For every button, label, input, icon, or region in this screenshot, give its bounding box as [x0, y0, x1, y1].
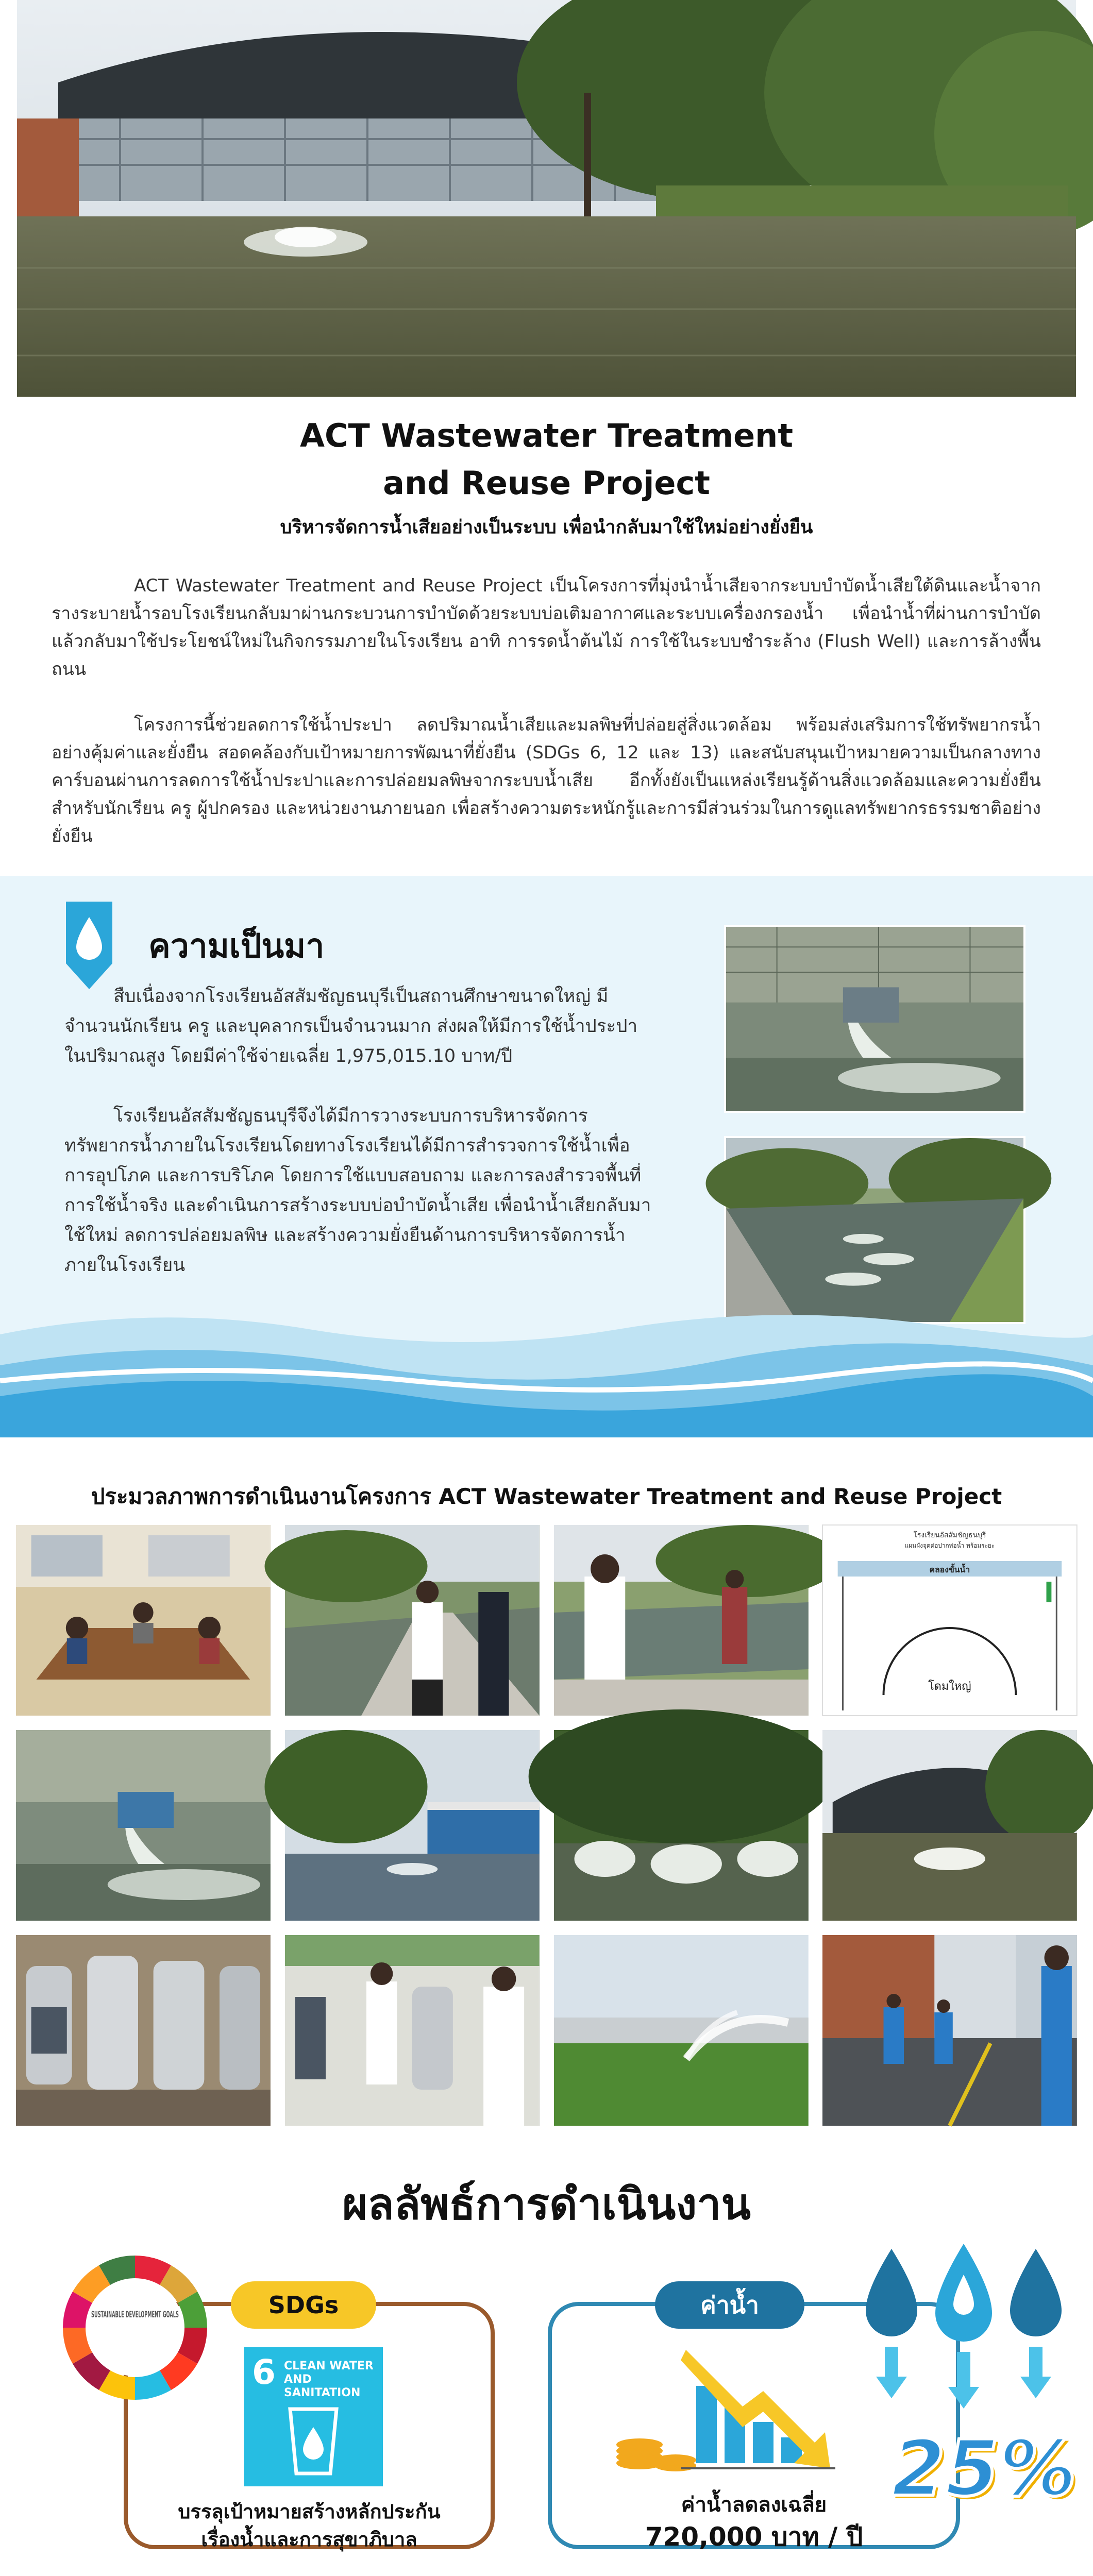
gallery-photo-outflow-pipe: [16, 1730, 271, 1921]
water-cost-caption-line-2: 720,000 บาท / ปี: [645, 2522, 863, 2552]
water-drop-icon: [66, 902, 112, 989]
gallery-photo-road-washing: [822, 1935, 1077, 2126]
sdg-wheel-text: SUSTAINABLE DEVELOPMENT GOALS: [91, 2310, 179, 2320]
hero-photo: [17, 0, 1076, 397]
intro-text: [52, 572, 1041, 878]
aeration-pond-photo: [724, 1136, 1025, 1324]
results-title: ผลลัพธ์การดำเนินงาน: [342, 2179, 751, 2229]
gallery-photo-dome-pond: [822, 1730, 1077, 1921]
sdgs-caption-line-1: บรรลุเป้าหมายสร้างหลักประกัน: [178, 2500, 441, 2523]
sdg-wheel-logo: [58, 2250, 212, 2405]
water-cost-caption-line-1: ค่าน้ำลดลงเฉลี่ย: [681, 2493, 827, 2517]
intro-paragraph-1: ACT Wastewater Treatment and Reuse Project เป็นโครงการที่มุ่งนำน้ำเสียจากระบบบำบัดน้ำเสียใต้ดินและน้ำจากรางระบายน้ำรอบโรงเรียนกลับมาผ่านกระบวนการบำบัดด้วยระบบบ่อเติมอากาศและระบบเครื่องกรองน้ำ เพื่อนำน้ำที่ผ่านการบำบัดแล้วกลับมาใช้ประโยชน์ใหม่ในกิจกรรมภายในโรงเรียน อาทิ การรดน้ำต้นไม้ การใช้ในระบบชำระล้าง (Flush Well) และการล้างพื้นถนน: [52, 575, 1041, 680]
gallery-photo-filter-room-visit: [285, 1935, 540, 2126]
background-text: [64, 981, 652, 1310]
gallery-photo-site-diagram: [822, 1525, 1077, 1716]
sdg6-text: CLEAN WATER AND SANITATION: [284, 2360, 374, 2399]
background-paragraph-1: สืบเนื่องจากโรงเรียนอัสสัมชัญธนบุรีเป็นสถานศึกษาขนาดใหญ่ มีจำนวนนักเรียน ครู และบุคลากรเป็นจำนวนมาก ส่งผลให้มีการใช้น้ำประปาในปริมาณสูง โดยมีค่าใช้จ่ายเฉลี่ย 1,975,015.10 บาท/ปี: [64, 986, 638, 1066]
background-heading: ความเป็นมา: [148, 927, 325, 965]
gallery-title: ประมวลภาพการดำเนินงานโครงการ ACT Wastewater Treatment and Reuse Project: [91, 1484, 1002, 1509]
water-savings-percent: 25%: [892, 2424, 1077, 2514]
diagram-header-1: โรงเรียนอัสสัมชัญธนบุรี: [913, 1531, 986, 1540]
gallery-photo-pond-building: [285, 1730, 540, 1921]
diagram-pipe-label: คลองขั้นน้ำ: [929, 1564, 970, 1575]
page-title-block: [0, 412, 1093, 541]
diagram-pool-label: โดมใหญ่: [928, 1680, 971, 1693]
diagram-header-2: แผนผังจุดต่อปากท่อน้ำ พร้อมระยะ: [904, 1541, 995, 1550]
sdgs-caption-line-2: เรื่องน้ำและการสุขาภิบาล: [201, 2528, 417, 2551]
water-cost-label: ค่าน้ำ: [655, 2281, 804, 2329]
page-subtitle: บริหารจัดการน้ำเสียอย่างเป็นระบบ เพื่อนำกลับมาใช้ใหม่อย่างยั่งยืน: [280, 517, 813, 538]
gallery-photo-meeting: [16, 1525, 271, 1716]
photo-gallery: [16, 1525, 1077, 2126]
sdg6-number: 6: [252, 2352, 276, 2392]
page-title-line-1: ACT Wastewater Treatment: [300, 417, 793, 454]
wave-decoration: [0, 1303, 1093, 1437]
gallery-photo-aeration-fountains: [554, 1730, 809, 1921]
background-section: [0, 876, 1093, 1437]
outflow-pipe-photo: [724, 925, 1025, 1113]
background-paragraph-2: โรงเรียนอัสสัมชัญธนบุรีจึงได้มีการวางระบบการบริหารจัดการทรัพยากรน้ำภายในโรงเรียนโดยทางโรงเรียนได้มีการสำรวจการใช้น้ำเพื่อการอุปโภค และการบริโภค โดยการใช้แบบสอบถาม และการลงสำรวจพื้นที่การใช้น้ำจริง และดำเนินการสร้างระบบบ่อบำบัดน้ำเสีย เพื่อนำน้ำเสียกลับมาใช้ใหม่ ลดการปล่อยมลพิษ และสร้างความยั่งยืนด้านการบริหารจัดการน้ำภายในโรงเรียน: [64, 1106, 651, 1276]
sdgs-label: SDGs: [231, 2281, 376, 2329]
gallery-photo-pond-inspection-1: [285, 1525, 540, 1716]
sdg6-tile: [244, 2347, 383, 2486]
gallery-photo-filter-tanks: [16, 1935, 271, 2126]
gallery-photo-sprinkler-lawn: [554, 1935, 809, 2126]
sdg6-glass-icon: [285, 2404, 342, 2476]
sdgs-caption: [128, 2498, 491, 2553]
page-title-line-2: and Reuse Project: [383, 464, 710, 502]
intro-paragraph-2: โครงการนี้ช่วยลดการใช้น้ำประปา ลดปริมาณน้ำเสียและมลพิษที่ปล่อยสู่สิ่งแวดล้อม พร้อมส่งเสริมการใช้ทรัพยากรน้ำอย่างคุ้มค่าและยั่งยืน สอดคล้องกับเป้าหมายการพัฒนาที่ยั่งยืน (SDGs 6, 12 และ 13) และสนับสนุนเป้าหมายความเป็นกลางทางคาร์บอนผ่านการลดการใช้น้ำประปาและการปล่อยมลพิษจากระบบน้ำเสีย อีกทั้งยังเป็นแหล่งเรียนรู้ด้านสิ่งแวดล้อมและความยั่งยืนสำหรับนักเรียน ครู ผู้ปกครอง และหน่วยงานภายนอก เพื่อสร้างความตระหนักรู้และการมีส่วนร่วมในการดูแลทรัพยากรธรรมชาติอย่างยั่งยืน: [52, 715, 1041, 846]
gallery-photo-pond-inspection-2: [554, 1525, 809, 1716]
cost-decrease-chart-icon: [609, 2340, 840, 2484]
water-drops-icon: [855, 2244, 1072, 2429]
